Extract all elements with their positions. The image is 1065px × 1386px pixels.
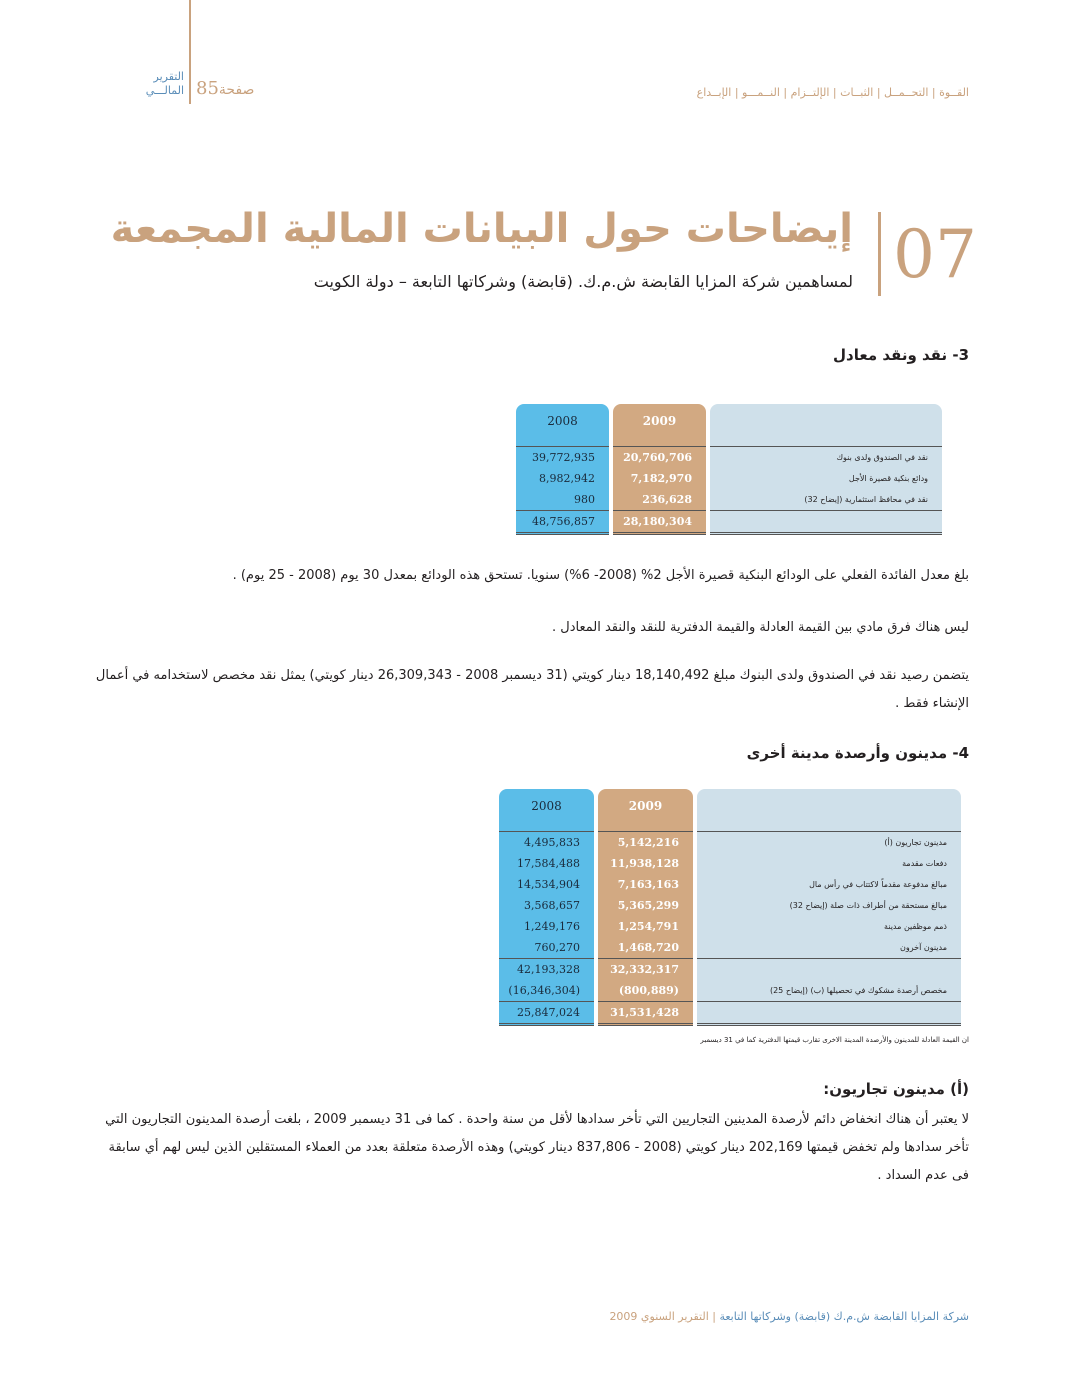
page-number bbox=[196, 78, 254, 99]
subtotal-2009: 32,332,317 bbox=[598, 958, 693, 980]
page-word: صفحة bbox=[218, 82, 255, 98]
table-row bbox=[499, 874, 961, 895]
provision-2008: (16,346,304) bbox=[499, 980, 594, 1001]
total-row bbox=[499, 1001, 961, 1026]
cell-2008: 3,568,657 bbox=[499, 895, 594, 916]
subtotal-label bbox=[697, 958, 961, 980]
cash-table bbox=[512, 404, 946, 535]
cell-2008: 17,584,488 bbox=[499, 853, 594, 874]
chapter-divider bbox=[878, 212, 881, 296]
report-line-1: التقرير bbox=[153, 70, 184, 83]
col-2009-header: 2009 bbox=[598, 789, 693, 823]
total-2008: 25,847,024 bbox=[499, 1001, 594, 1026]
section-4-heading: 4- مدينون وأرصدة مدينة أخرى bbox=[746, 744, 969, 762]
cell-2008: 1,249,176 bbox=[499, 916, 594, 937]
cell-2009: 11,938,128 bbox=[598, 853, 693, 874]
provision-2009: (800,889) bbox=[598, 980, 693, 1001]
paragraph-interest-rate: بلغ معدل الفائدة الفعلي على الودائع البنكية قصيرة الأجل 2% (2008- 6%) سنويا. تستحق هذه الودائع بمعدل 30 يوم (2008 - 25 يوم) . bbox=[232, 568, 969, 583]
table-row bbox=[499, 831, 961, 853]
total-label bbox=[710, 510, 942, 535]
section-3-heading: 3- نقد ونقد معادل bbox=[833, 346, 969, 364]
paragraph-restricted-cash: يتضمن رصيد نقد في الصندوق ولدى البنوك مبلغ 18,140,492 دينار كويتي (31 ديسمبر 2008 - 26,309,343 دينار كويتي) يمثل نقد مخصص لاستخدامه في أعمال الإنشاء فقط . bbox=[95, 668, 969, 711]
table-row bbox=[499, 937, 961, 958]
cell-2009: 5,365,299 bbox=[598, 895, 693, 916]
cell-2008: 39,772,935 bbox=[516, 446, 609, 468]
header-divider bbox=[189, 0, 191, 104]
col-2009-header: 2009 bbox=[613, 404, 706, 438]
cell-2008: 4,495,833 bbox=[499, 831, 594, 853]
subtotal-row bbox=[499, 958, 961, 980]
cell-2009: 7,182,970 bbox=[613, 468, 706, 489]
total-row bbox=[516, 510, 942, 535]
total-2008: 48,756,857 bbox=[516, 510, 609, 535]
paragraph-fair-value: ليس هناك فرق مادي بين القيمة العادلة والقيمة الدفترية للنقد والنقد المعادل . bbox=[552, 620, 969, 635]
table-row bbox=[516, 446, 942, 468]
col-2008-header: 2008 bbox=[516, 404, 609, 438]
cell-2009: 236,628 bbox=[613, 489, 706, 510]
report-line-2: المالـــي bbox=[145, 84, 184, 97]
header-values: القــوة | التحــمــل | الثبــات | الإلتــزام | النــمـــو | الإبــداع bbox=[696, 86, 969, 99]
fair-value-note: ان القيمة العادلة للمدينون والأرصدة المدينة الاخرى تقارب قيمتها الدفترية كما في 31 ديسمبر bbox=[700, 1036, 969, 1044]
trade-receivables-heading: (أ) مدينون تجاريون: bbox=[823, 1080, 969, 1098]
provision-row bbox=[499, 980, 961, 1001]
footer-report: التقرير السنوي 2009 bbox=[609, 1310, 709, 1323]
cell-2009: 20,760,706 bbox=[613, 446, 706, 468]
row-label: ودائع بنكية قصيرة الأجل bbox=[710, 468, 942, 489]
row-label: مبالغ مدفوعة مقدماً لاكتتاب في رأس مال bbox=[697, 874, 961, 895]
row-label: نقد في محافظ استثمارية (إيضاح 32) bbox=[710, 489, 942, 510]
footer-company: شركة المزايا القابضة ش.م.ك (قابضة) وشركاتها التابعة bbox=[719, 1310, 969, 1323]
footer: شركة المزايا القابضة ش.م.ك (قابضة) وشركاتها التابعة | التقرير السنوي 2009 bbox=[609, 1310, 969, 1323]
chapter-title: إيضاحات حول البيانات المالية المجمعة bbox=[110, 206, 853, 252]
label-header bbox=[710, 404, 942, 438]
cell-2008: 980 bbox=[516, 489, 609, 510]
subtotal-2008: 42,193,328 bbox=[499, 958, 594, 980]
table-row bbox=[499, 916, 961, 937]
row-label: ذمم موظفين مدينة bbox=[697, 916, 961, 937]
cell-2009: 1,254,791 bbox=[598, 916, 693, 937]
chapter-subtitle: لمساهمين شركة المزايا القابضة ش.م.ك. (قابضة) وشركاتها التابعة – دولة الكويت bbox=[313, 272, 853, 291]
label-header bbox=[697, 789, 961, 823]
receivables-table bbox=[495, 789, 965, 1026]
total-2009: 28,180,304 bbox=[613, 510, 706, 535]
total-label bbox=[697, 1001, 961, 1026]
total-2009: 31,531,428 bbox=[598, 1001, 693, 1026]
table-row bbox=[499, 895, 961, 916]
row-label: مدينون تجاريون (أ) bbox=[697, 831, 961, 853]
cell-2009: 7,163,163 bbox=[598, 874, 693, 895]
row-label: مبالغ مستحقة من أطراف ذات صلة (إيضاح 32) bbox=[697, 895, 961, 916]
report-label bbox=[138, 70, 184, 98]
chapter-number: 07 bbox=[893, 216, 977, 293]
row-label: مدينون آخرون bbox=[697, 937, 961, 958]
col-2008-header: 2008 bbox=[499, 789, 594, 823]
paragraph-trade-receivables: لا يعتبر أن هناك انخفاض دائم لأرصدة المدينين التجاريين التي تأخر سدادها لأقل من سنة واحدة . كما فى 31 ديسمبر 2009 ، بلغت أرصدة المدينون التجاريون التي تأخر سدادها ولم تخفض قيمتها 202,169 دينار كويتي (2008 - 837,806 دينار كويتي) وهذه الأرصدة متعلقة بعدد من العملاء المستقلين الذين ليس لهم أي سابقة فى عدم السداد . bbox=[105, 1112, 969, 1183]
table-row bbox=[499, 853, 961, 874]
table-row bbox=[516, 489, 942, 510]
page-number-value: 85 bbox=[196, 78, 219, 99]
provision-label: مخصص أرصدة مشكوك في تحصيلها (ب) (إيضاح 25) bbox=[697, 980, 961, 1001]
cell-2009: 5,142,216 bbox=[598, 831, 693, 853]
cell-2008: 760,270 bbox=[499, 937, 594, 958]
cell-2009: 1,468,720 bbox=[598, 937, 693, 958]
cell-2008: 14,534,904 bbox=[499, 874, 594, 895]
cell-2008: 8,982,942 bbox=[516, 468, 609, 489]
row-label: نقد في الصندوق ولدى بنوك bbox=[710, 446, 942, 468]
table-row bbox=[516, 468, 942, 489]
row-label: دفعات مقدمة bbox=[697, 853, 961, 874]
